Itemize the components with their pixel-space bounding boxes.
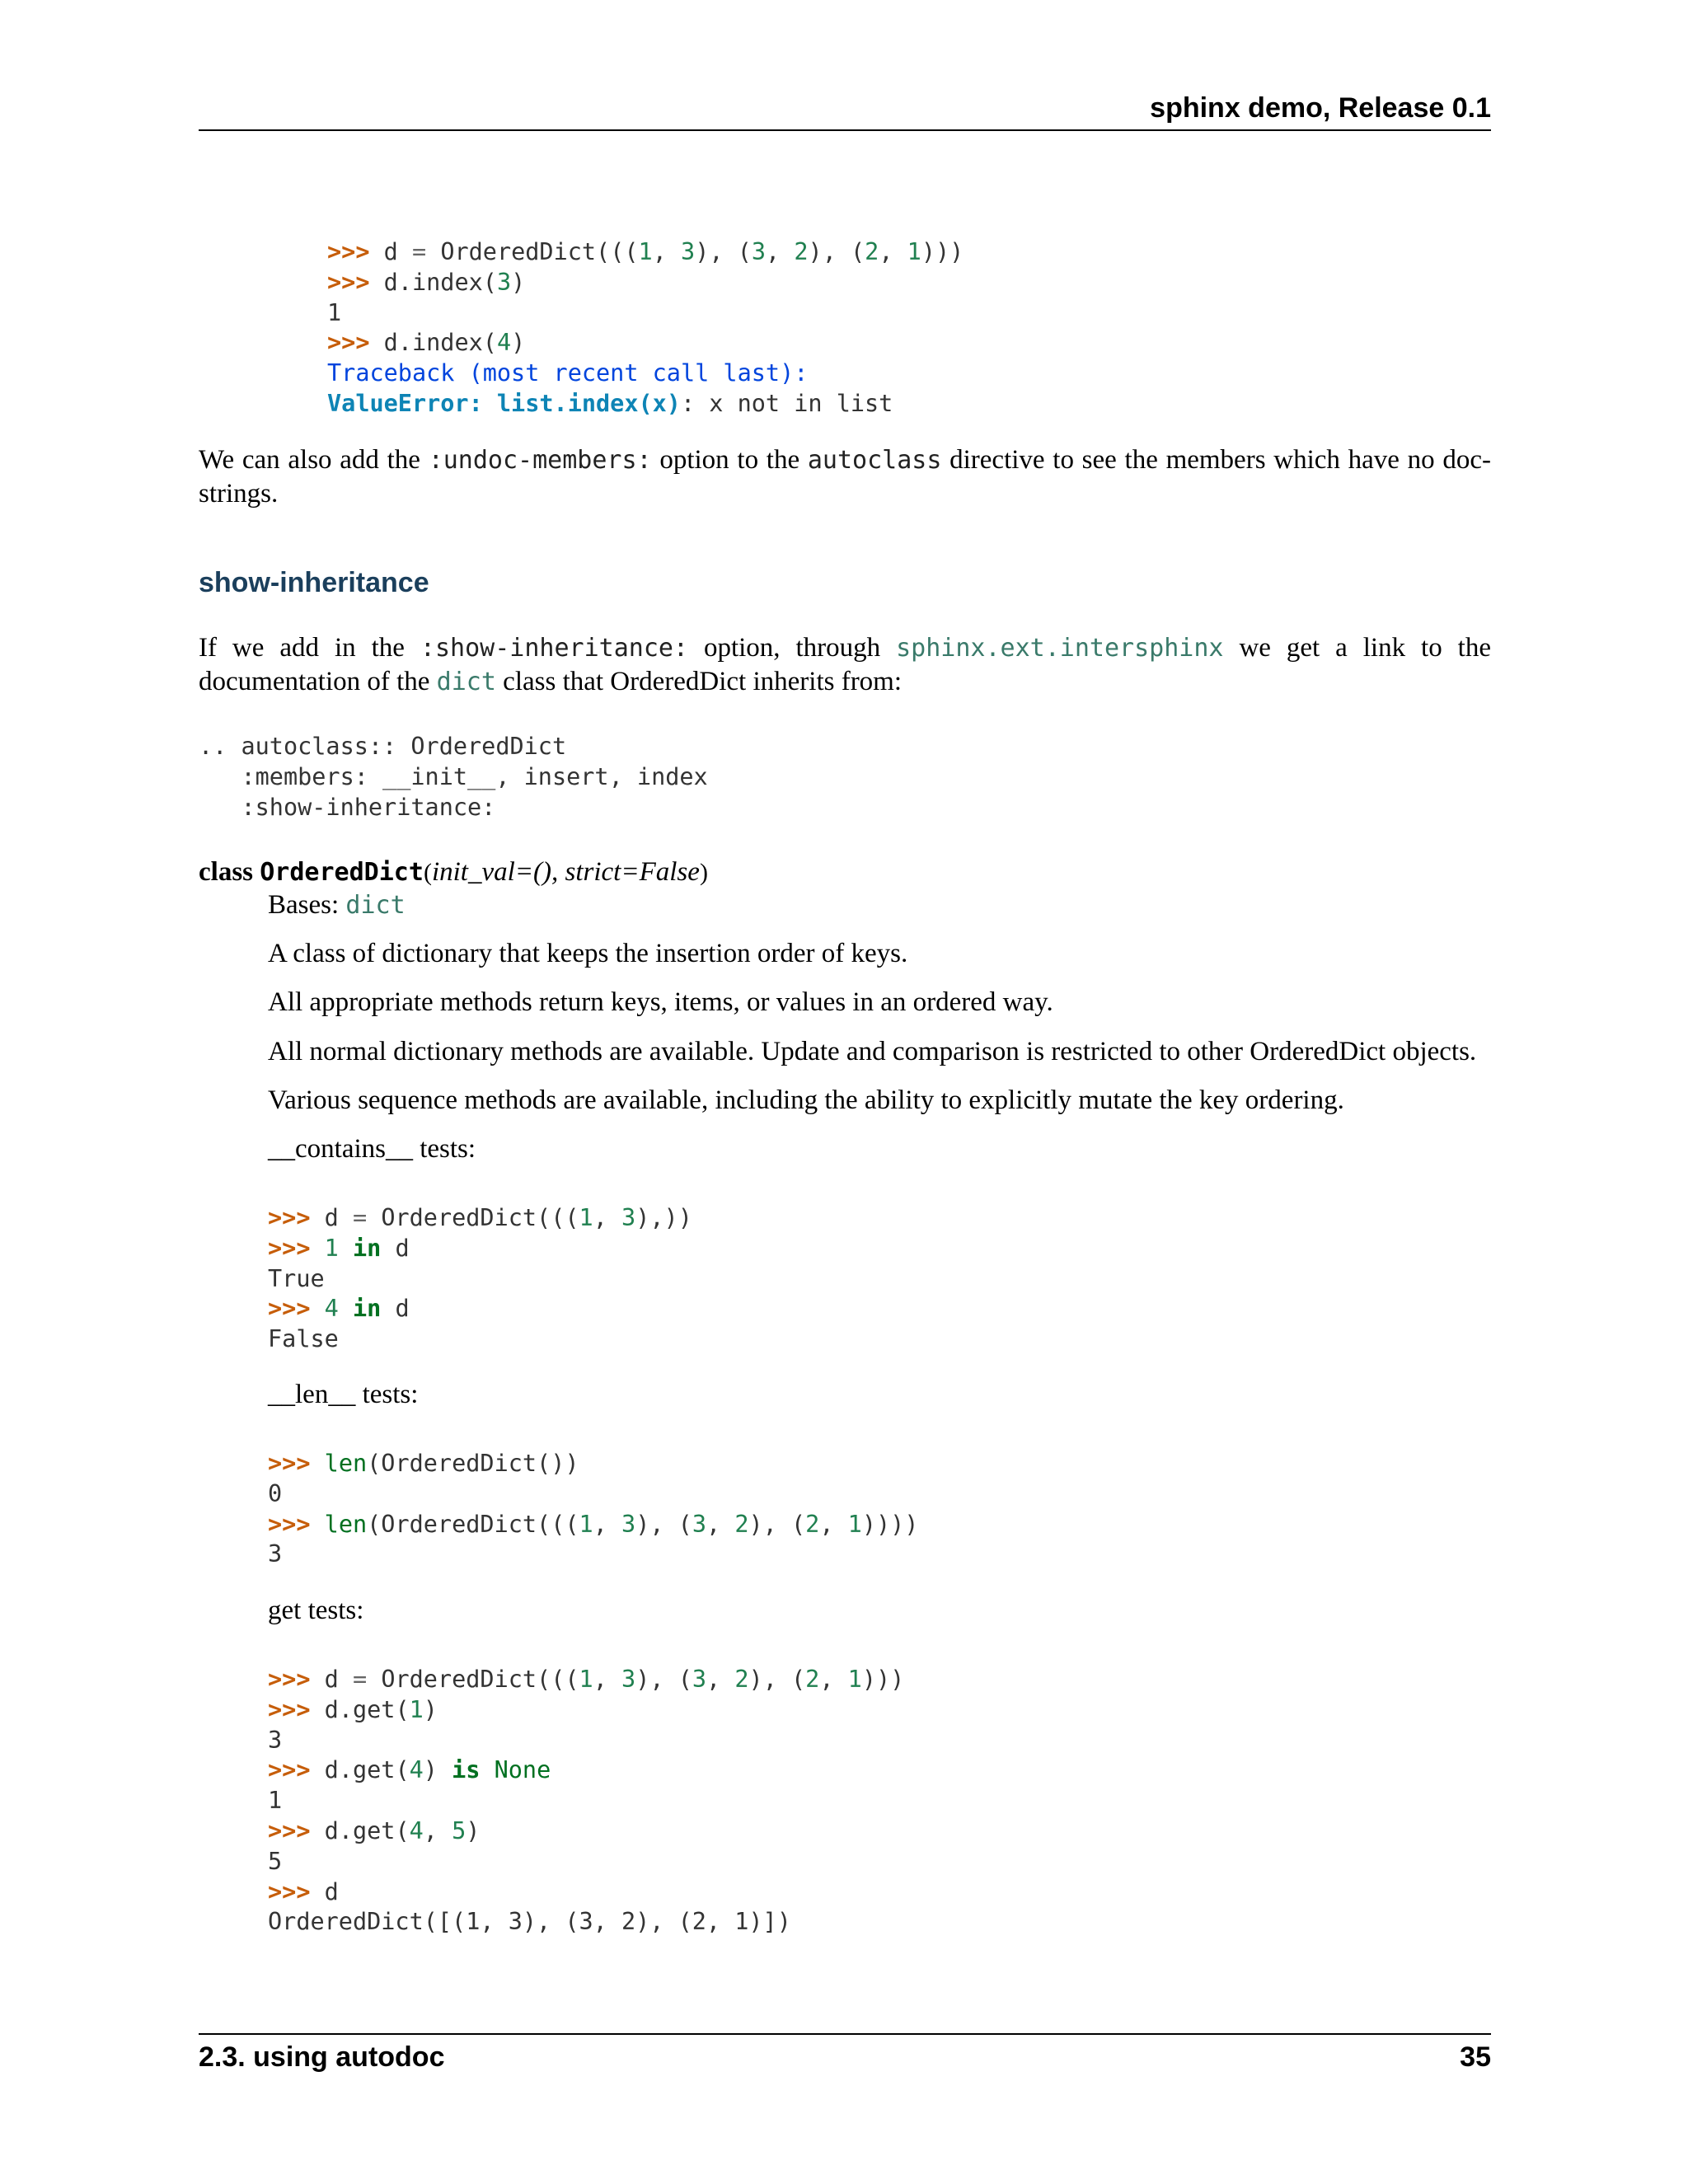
paragraph-show-inheritance: If we add in the :show-inheritance: option, through sphinx.ext.intersphinx we get a link to the documentation of the dict class that OrderedDict inherits from: xyxy=(199,633,1491,696)
class-keyword: class xyxy=(199,857,253,887)
get-label: get tests: xyxy=(268,1596,364,1625)
desc-line: A class of dictionary that keeps the insertion order of keys. xyxy=(268,939,908,968)
footer-rule xyxy=(199,2033,1491,2035)
error-message: : x not in list xyxy=(680,389,893,417)
code-block-get: >>> d = OrderedDict(((1, 3), (3, 2), (2, 1))) >>> d.get(1) 3 >>> d.get(4) is None 1 >>> d.get(4, 5) 5 >>> d OrderedDict([(1, 3), (3, 2), (2, 1)]) xyxy=(268,1666,905,1936)
header-rule xyxy=(199,129,1491,131)
dict-link[interactable]: dict xyxy=(436,668,496,696)
class-signature: class OrderedDict(init_val=(), strict=False) xyxy=(199,857,708,887)
len-label: __len__ tests: xyxy=(268,1380,419,1409)
section-title: show-inheritance xyxy=(199,567,429,598)
prompt: >>> xyxy=(327,329,370,357)
desc-line: Various sequence methods are available, including the ability to explicitly mutate the key ordering. xyxy=(268,1085,1344,1115)
code-output: 1 xyxy=(327,298,342,326)
bases-dict-link[interactable]: dict xyxy=(345,891,406,920)
paragraph-undoc-members: We can also add the :undoc-members: option to the autoclass directive to see the members which have no doc-strings. xyxy=(199,445,1491,509)
footer-page-number: 35 xyxy=(1460,2041,1491,2073)
prompt: >>> xyxy=(327,268,370,296)
contains-label: __contains__ tests: xyxy=(268,1134,476,1164)
class-name: OrderedDict xyxy=(260,858,424,887)
prompt: >>> xyxy=(327,238,370,265)
code-block-contains: >>> d = OrderedDict(((1, 3),)) >>> 1 in d True >>> 4 in d False xyxy=(268,1204,692,1353)
bases-line: Bases: dict xyxy=(268,890,406,920)
code-block-index: >>> d = OrderedDict(((1, 3), (3, 2), (2, 1))) >>> d.index(3) 1 >>> d.index(4) Traceback (most recent call last): ValueError: list.index(x): x not in list xyxy=(327,238,964,417)
intersphinx-link[interactable]: sphinx.ext.intersphinx xyxy=(896,634,1224,663)
desc-line: All normal dictionary methods are available. Update and comparison is restricted to other OrderedDict objects. xyxy=(268,1037,1477,1066)
running-header: sphinx demo, Release 0.1 xyxy=(1150,92,1491,124)
class-args: init_val=(), strict=False xyxy=(431,857,700,887)
traceback-line: Traceback (most recent call last): xyxy=(327,359,809,387)
footer-section: 2.3. using autodoc xyxy=(199,2041,445,2073)
desc-line: All appropriate methods return keys, items, or values in an ordered way. xyxy=(268,987,1053,1017)
error-name: ValueError: list.index(x) xyxy=(327,389,681,417)
code-block-len: >>> len(OrderedDict()) 0 >>> len(OrderedDict(((1, 3), (3, 2), (2, 1)))) 3 xyxy=(268,1450,919,1568)
rst-code-block: .. autoclass:: OrderedDict :members: __init__, insert, index :show-inheritance: xyxy=(199,733,708,821)
